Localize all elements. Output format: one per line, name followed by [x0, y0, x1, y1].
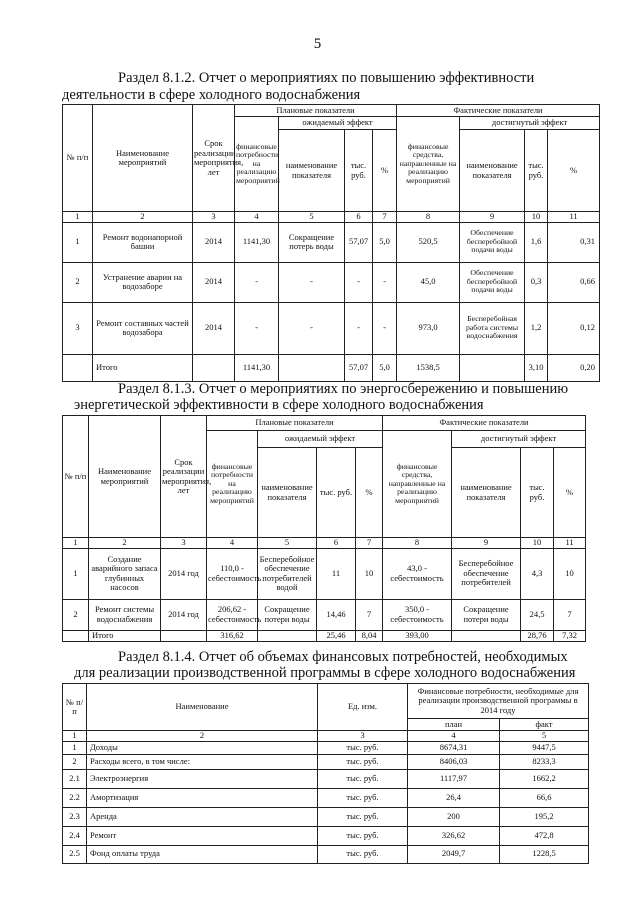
cell: 195,2 — [500, 807, 589, 826]
cell: 5,0 — [373, 222, 397, 262]
cell: Сокращение потери воды — [452, 599, 521, 630]
th-num: № п/п — [63, 416, 89, 538]
table-812 — [62, 104, 600, 382]
cell: 2014 — [193, 302, 235, 354]
cell: тыс. руб. — [318, 807, 408, 826]
th-fin-fact: финансовые средства, направленные на реализацию мероприятий — [397, 117, 460, 212]
col-num: 5 — [279, 212, 345, 223]
cell: 472,8 — [500, 826, 589, 845]
col-num: 1 — [63, 538, 89, 549]
cell: Бесперебойное обеспечение потребителей — [452, 548, 521, 599]
th-indicator: наименование показателя — [279, 130, 345, 212]
th-tr: тыс. руб. — [521, 448, 554, 538]
cell: 2049,7 — [408, 845, 500, 863]
cell: 7,32 — [554, 630, 586, 641]
th-achieved: достигнутый эффект — [452, 431, 586, 448]
table-row — [63, 548, 586, 599]
col-num: 11 — [554, 538, 586, 549]
cell: 2014 — [193, 262, 235, 302]
cell: 1141,30 — [235, 222, 279, 262]
cell: 1538,5 — [397, 354, 460, 381]
th-tr: тыс. руб. — [317, 448, 356, 538]
col-num: 4 — [207, 538, 258, 549]
col-num: 3 — [161, 538, 207, 549]
cell: 1 — [63, 222, 93, 262]
cell: Ремонт составных частей водозабора — [93, 302, 193, 354]
cell: 2.1 — [63, 769, 87, 788]
cell: 8406,03 — [408, 754, 500, 769]
section-814-title-line1: Раздел 8.1.4. Отчет об объемах финансовых потребностей, необходимых — [118, 649, 568, 665]
th-fact: факт — [500, 719, 589, 731]
cell: 2 — [63, 599, 89, 630]
th-tr: тыс. руб. — [345, 130, 373, 212]
cell: 1 — [63, 741, 87, 754]
cell: 8,04 — [356, 630, 383, 641]
th-term: Срок реализации мероприятия, лет — [161, 416, 207, 538]
th-name: Наименование — [87, 684, 318, 731]
cell: 206,62 - себестоимость — [207, 599, 258, 630]
col-num: 2 — [87, 731, 318, 742]
table-row — [63, 741, 589, 754]
section-812-title-line1: Раздел 8.1.2. Отчет о мероприятиях по повышению эффективности — [118, 70, 535, 86]
cell: Сокращение потерь воды — [279, 222, 345, 262]
col-num: 7 — [356, 538, 383, 549]
cell: Обеспечение бесперебойной подачи воды — [460, 262, 525, 302]
total-label: Итого — [93, 354, 193, 381]
cell: 326,62 — [408, 826, 500, 845]
cell: 10 — [554, 548, 586, 599]
th-pct: % — [373, 130, 397, 212]
table-814 — [62, 683, 589, 864]
cell: - — [235, 262, 279, 302]
cell: 2 — [63, 262, 93, 302]
cell: тыс. руб. — [318, 754, 408, 769]
cell: Электроэнергия — [87, 769, 318, 788]
cell: 0,20 — [548, 354, 600, 381]
cell: 2.5 — [63, 845, 87, 863]
th-unit: Ед. изм. — [318, 684, 408, 731]
section-814-title-line2: для реализации производственной программы в сфере холодного водоснабжения — [74, 665, 576, 681]
col-num: 10 — [525, 212, 548, 223]
col-num: 7 — [373, 212, 397, 223]
cell: - — [345, 302, 373, 354]
col-num: 2 — [93, 212, 193, 223]
table-row — [63, 302, 600, 354]
cell: 110,0 - себестоимость — [207, 548, 258, 599]
cell: 45,0 — [397, 262, 460, 302]
table-813 — [62, 415, 586, 642]
cell: 2014 год — [161, 599, 207, 630]
cell: 3,10 — [525, 354, 548, 381]
th-pct: % — [356, 448, 383, 538]
cell: 2014 — [193, 222, 235, 262]
cell: Фонд оплаты труда — [87, 845, 318, 863]
col-num: 5 — [258, 538, 317, 549]
cell: - — [235, 302, 279, 354]
cell: тыс. руб. — [318, 845, 408, 863]
table-row — [63, 754, 589, 769]
col-num: 6 — [317, 538, 356, 549]
th-fin-fact: финансовые средства, направленные на реализацию мероприятий — [383, 431, 452, 538]
section-813-title-line1: Раздел 8.1.3. Отчет о мероприятиях по энергосбережению и повышению — [118, 381, 569, 397]
cell: 25,46 — [317, 630, 356, 641]
table-row — [63, 599, 586, 630]
cell: 0,31 — [548, 222, 600, 262]
cell: Аренда — [87, 807, 318, 826]
cell: 350,0 - себестоимость — [383, 599, 452, 630]
th-plan: план — [408, 719, 500, 731]
page-number: 5 — [313, 36, 322, 52]
cell: тыс. руб. — [318, 788, 408, 807]
cell: 1,6 — [525, 222, 548, 262]
th-fin-plan: финансовые потребности на реализацию мероприятий — [207, 431, 258, 538]
section-812-title-line2: деятельности в сфере холодного водоснабжения — [62, 87, 361, 103]
table-row — [63, 807, 589, 826]
cell: Расходы всего, в том числе: — [87, 754, 318, 769]
table-row — [63, 845, 589, 863]
cell: Ремонт системы водоснабжения — [89, 599, 161, 630]
th-fin-plan: финансовые потребности на реализацию мероприятий — [235, 117, 279, 212]
th-indicator: наименование показателя — [258, 448, 317, 538]
cell: 520,5 — [397, 222, 460, 262]
col-num: 10 — [521, 538, 554, 549]
th-term: Срок реализации мероприятия, лет — [193, 105, 235, 212]
th-pct: % — [554, 448, 586, 538]
th-name: Наименование мероприятий — [93, 105, 193, 212]
col-num: 9 — [452, 538, 521, 549]
table-row — [63, 222, 600, 262]
cell: 9447,5 — [500, 741, 589, 754]
cell: 1 — [63, 548, 89, 599]
cell: 0,66 — [548, 262, 600, 302]
cell: 1228,5 — [500, 845, 589, 863]
cell: 43,0 - себестоимость — [383, 548, 452, 599]
th-achieved: достигнутый эффект — [460, 117, 600, 130]
col-num: 9 — [460, 212, 525, 223]
cell: 28,76 — [521, 630, 554, 641]
cell: 7 — [356, 599, 383, 630]
col-num: 11 — [548, 212, 600, 223]
cell: 2.2 — [63, 788, 87, 807]
col-num: 6 — [345, 212, 373, 223]
th-tr: тыс. руб. — [525, 130, 548, 212]
th-num: № п/п — [63, 105, 93, 212]
col-num: 8 — [397, 212, 460, 223]
th-fact: Фактические показатели — [397, 105, 600, 117]
cell: 0,3 — [525, 262, 548, 302]
th-fin-needs: Финансовые потребности, необходимые для реализации производственной программы в 2014 году — [408, 684, 589, 719]
th-expected: ожидаемый эффект — [279, 117, 397, 130]
col-num: 4 — [235, 212, 279, 223]
cell: тыс. руб. — [318, 826, 408, 845]
cell: 5,0 — [373, 354, 397, 381]
th-plan: Плановые показатели — [235, 105, 397, 117]
cell: Бесперебойное обеспечение потребителей водой — [258, 548, 317, 599]
th-pct: % — [548, 130, 600, 212]
cell: - — [279, 302, 345, 354]
cell: Обеспечение бесперебойной подачи воды — [460, 222, 525, 262]
cell: 1141,30 — [235, 354, 279, 381]
cell: Ремонт — [87, 826, 318, 845]
cell: - — [373, 302, 397, 354]
cell: 7 — [554, 599, 586, 630]
cell: 973,0 — [397, 302, 460, 354]
cell: тыс. руб. — [318, 741, 408, 754]
cell: тыс. руб. — [318, 769, 408, 788]
table-row — [63, 262, 600, 302]
cell: 26,4 — [408, 788, 500, 807]
table-row — [63, 826, 589, 845]
col-num: 1 — [63, 731, 87, 742]
cell: 4,3 — [521, 548, 554, 599]
th-fact: Фактические показатели — [383, 416, 586, 431]
cell: - — [345, 262, 373, 302]
cell: 57,07 — [345, 222, 373, 262]
col-num: 8 — [383, 538, 452, 549]
cell: 2.4 — [63, 826, 87, 845]
col-num: 2 — [89, 538, 161, 549]
cell: Сокращение потери воды — [258, 599, 317, 630]
cell: - — [373, 262, 397, 302]
cell: 8674,31 — [408, 741, 500, 754]
cell: 11 — [317, 548, 356, 599]
col-num: 3 — [193, 212, 235, 223]
cell: 14,46 — [317, 599, 356, 630]
cell: 1662,2 — [500, 769, 589, 788]
col-num: 5 — [500, 731, 589, 742]
cell: 57,07 — [345, 354, 373, 381]
cell: 8233,3 — [500, 754, 589, 769]
col-num: 3 — [318, 731, 408, 742]
table-row — [63, 788, 589, 807]
cell: 316,62 — [207, 630, 258, 641]
table-row — [63, 769, 589, 788]
cell: Доходы — [87, 741, 318, 754]
cell: 393,00 — [383, 630, 452, 641]
cell: 24,5 — [521, 599, 554, 630]
cell: Бесперебойная работа системы водоснабжения — [460, 302, 525, 354]
cell: 10 — [356, 548, 383, 599]
cell: Амортизация — [87, 788, 318, 807]
total-row — [63, 630, 586, 641]
total-label: Итого — [89, 630, 161, 641]
cell: 2.3 — [63, 807, 87, 826]
cell: - — [279, 262, 345, 302]
cell: Создание аварийного запаса глубинных насосов — [89, 548, 161, 599]
th-indicator: наименование показателя — [460, 130, 525, 212]
cell: 66,6 — [500, 788, 589, 807]
cell: 2 — [63, 754, 87, 769]
th-expected: ожидаемый эффект — [258, 431, 383, 448]
total-row — [63, 354, 600, 381]
col-num: 1 — [63, 212, 93, 223]
cell: Ремонт водонапорной башни — [93, 222, 193, 262]
th-name: Наименование мероприятий — [89, 416, 161, 538]
th-num: № п/п — [63, 684, 87, 731]
cell: 0,12 — [548, 302, 600, 354]
section-813-title-line2: энергетической эффективности в сфере холодного водоснабжения — [74, 397, 484, 413]
cell: 2014 год — [161, 548, 207, 599]
th-plan: Плановые показатели — [207, 416, 383, 431]
cell: 3 — [63, 302, 93, 354]
cell: Устранение аварии на водозаборе — [93, 262, 193, 302]
cell: 1,2 — [525, 302, 548, 354]
th-indicator: наименование показателя — [452, 448, 521, 538]
cell: 1117,97 — [408, 769, 500, 788]
col-num: 4 — [408, 731, 500, 742]
cell: 200 — [408, 807, 500, 826]
